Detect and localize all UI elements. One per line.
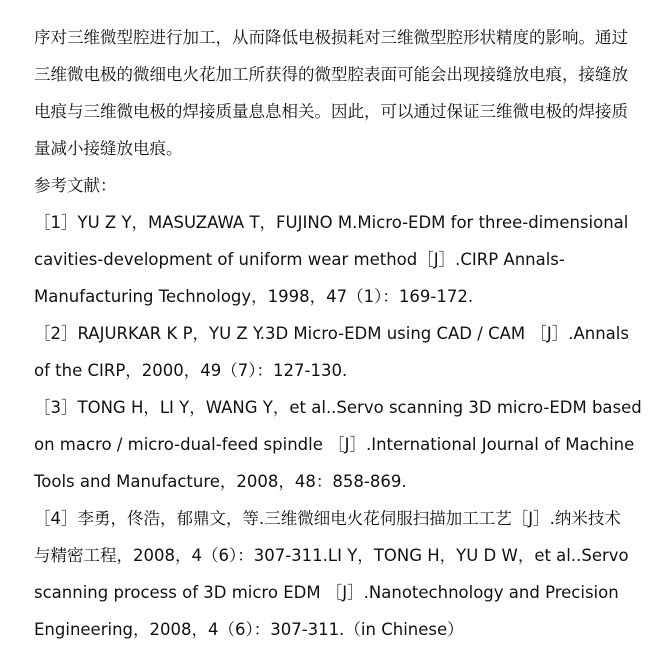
paragraph-line: 电痕与三维微电极的焊接质量息息相关。因此，可以通过保证三维微电极的焊接质 (34, 102, 628, 121)
references-heading: 参考文献： (34, 176, 117, 195)
reference-line: ［3］TONG H，LI Y，WANG Y，et al..Servo scanning 3D micro-EDM based (34, 398, 642, 417)
paragraph-line: 量减小接缝放电痕。 (34, 139, 183, 158)
reference-line: cavities-development of uniform wear method［J］.CIRP Annals- (34, 250, 565, 269)
reference-line: Engineering，2008，4（6）：307-311.（in Chinese） (34, 620, 464, 639)
reference-line: Tools and Manufacture，2008，48：858-869. (34, 472, 407, 491)
reference-line: on macro / micro-dual-feed spindle ［J］.International Journal of Machine (34, 435, 635, 454)
reference-line: Manufacturing Technology，1998，47（1）：169-172. (34, 287, 474, 306)
reference-line: of the CIRP，2000，49（7）：127-130. (34, 361, 348, 380)
reference-line: ［2］RAJURKAR K P，YU Z Y.3D Micro-EDM using CAD / CAM ［J］.Annals (34, 324, 629, 343)
paragraph-line: 三维微电极的微细电火花加工所获得的微型腔表面可能会出现接缝放电痕，接缝放 (34, 65, 628, 84)
reference-line: scanning process of 3D micro EDM ［J］.Nanotechnology and Precision (34, 583, 619, 602)
reference-line: 与精密工程，2008，4（6）：307-311.LI Y，TONG H，YU D W，et al..Servo (34, 546, 629, 565)
paragraph-line: 序对三维微型腔进行加工，从而降低电极损耗对三维微型腔形状精度的影响。通过 (34, 28, 628, 47)
reference-line: ［4］李勇，佟浩，郁鼎文，等.三维微细电火花伺服扫描加工工艺［J］.纳米技术 (34, 509, 621, 528)
reference-line: ［1］YU Z Y，MASUZAWA T，FUJINO M.Micro-EDM for three-dimensional (34, 213, 629, 232)
